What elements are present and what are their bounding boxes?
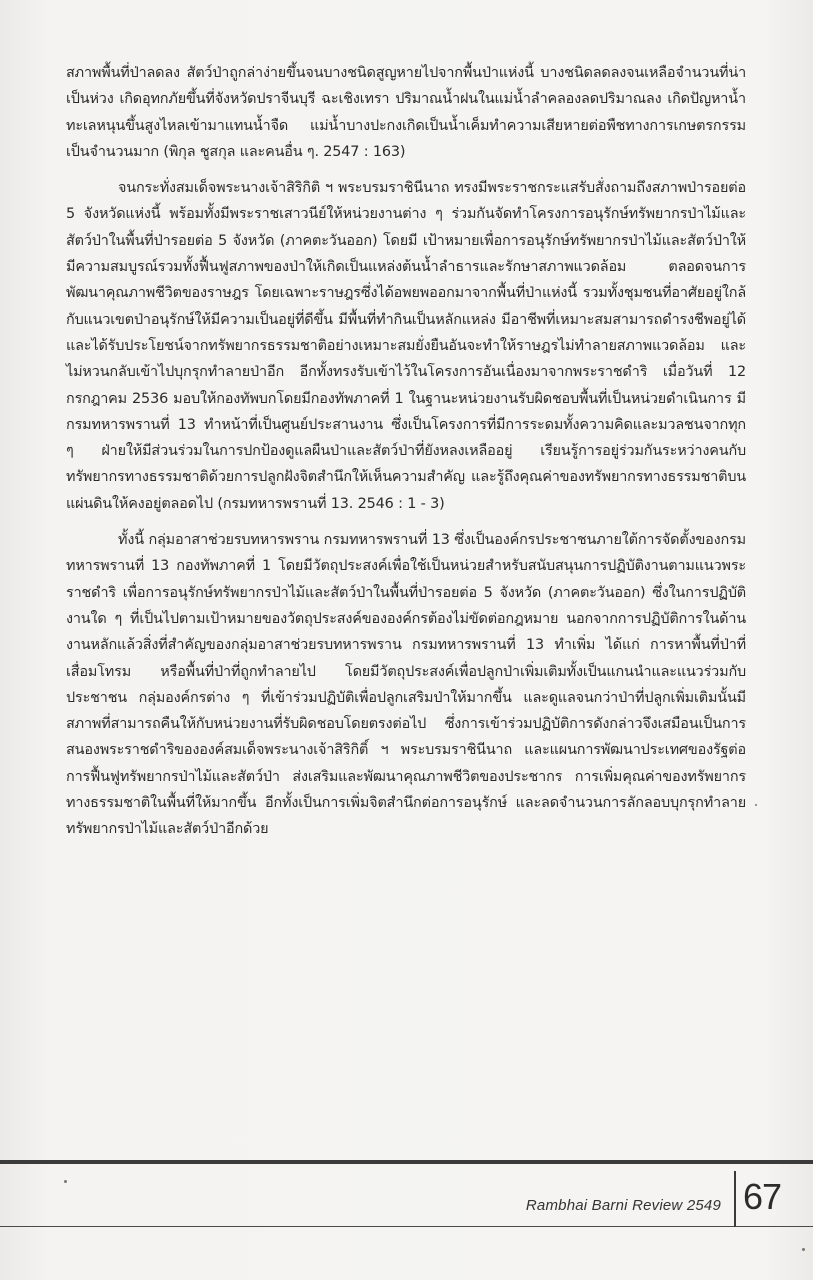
- footer-rule-thick: [0, 1160, 813, 1164]
- page-number: 67: [743, 1176, 782, 1217]
- paragraph-3: ทั้งนี้ กลุ่มอาสาช่วยรบทหารพราน กรมทหารพรานที่ 13 ซึ่งเป็นองค์กรประชาชนภายใต้การจัดตั้งของกรมทหารพรานที่ 13 กองทัพภาคที่ 1 โดยมีวัตถุประสงค์เพื่อใช้เป็นหน่วยสำหรับสนับสนุนการปฏิบัติงานตามแนวพระราชดำริ เพื่อการอนุรักษ์ทรัพยากรป่าไม้และสัตว์ป่าในพื้นที่ป่ารอยต่อ 5 จังหวัด (ภาคตะวันออก) ซึ่งในการปฏิบัติงานใด ๆ ที่เป็นไปตามเป้าหมายของวัตถุประสงค์ขององค์กรต้องไม่ขัดต่อกฎหมาย นอกจากการปฏิบัติการในด้านงานหลักแล้วสิ่งที่สำคัญของกลุ่มอาสาช่วยรบทหารพราน กรมทหารพรานที่ 13 ทำเพิ่ม ได้แก่ การหาพื้นที่ป่าที่เสื่อมโทรม หรือพื้นที่ป่าที่ถูกทำลายไป โดยมีวัตถุประสงค์เพื่อปลูกป่าเพิ่มเติมทั้งเป็นแกนนำและแนวร่วมกับประชาชน กลุ่มองค์กรต่าง ๆ ที่เข้าร่วมปฏิบัติเพื่อปลูกเสริมป่าให้มากขึ้น และดูแลจนกว่าป่าที่ปลูกเพิ่มเติมนั้นมีสภาพที่สามารถคืนให้กับหน่วยงานที่รับผิดชอบโดยตรงต่อไป ซึ่งการเข้าร่วมปฏิบัติการดังกล่าวจึงเสมือนเป็นการสนองพระราชดำริขององค์สมเด็จพระนางเจ้าสิริกิติ์ ฯ พระบรมราชินีนาถ และแผนการพัฒนาประเทศของรัฐต่อการฟื้นฟูทรัพยากรป่าไม้และสัตว์ป่า ส่งเสริมและพัฒนาคุณภาพชีวิตของประชากร การเพิ่มคุณค่าของทรัพยากรทางธรรมชาติในพื้นที่ให้มากขึ้น อีกทั้งเป็นการเพิ่มจิตสำนึกต่อการอนุรักษ์ และลดจำนวนการลักลอบบุกรุกทำลายทรัพยากรป่าไม้และสัตว์ป่าอีกด้วย: [66, 532, 746, 838]
- paragraph-1: สภาพพื้นที่ป่าลดลง สัตว์ป่าถูกล่าง่ายขึ้นจนบางชนิดสูญหายไปจากพื้นป่าแห่งนี้ บางชนิดลดลงจนเหลือจำนวนที่น่าเป็นห่วง เกิดอุทกภัยขึ้นที่จังหวัดปราจีนบุรี ฉะเชิงเทรา ปริมาณน้ำฝนในแม่น้ำลำคลองลดปริมาณลง เกิดปัญหาน้ำทะเลหนุนขึ้นสูงไหลเข้ามาแทนน้ำจืด แม่น้ำบางปะกงเกิดเป็นน้ำเค็มทำความเสียหายต่อพืชทางการเกษตรกรรมเป็นจำนวนมาก (พิกุล ชูสกุล และคนอื่น ๆ. 2547 : 163): [66, 65, 746, 160]
- paper-speck: [802, 1248, 805, 1251]
- body-text: [66, 60, 746, 843]
- journal-name: Rambhai Barni Review 2549: [525, 1197, 721, 1214]
- page-number-separator: [734, 1171, 736, 1227]
- footer-rule-thin: [0, 1226, 813, 1227]
- paper-speck: [64, 1180, 67, 1183]
- paper-speck: [755, 804, 757, 806]
- paragraph-2: จนกระทั่งสมเด็จพระนางเจ้าสิริกิติ ฯ พระบรมราชินีนาถ ทรงมีพระราชกระแสรับสั่งถามถึงสภาพป่ารอยต่อ 5 จังหวัดแห่งนี้ พร้อมทั้งมีพระราชเสาวนีย์ให้หน่วยงานต่าง ๆ ร่วมกันจัดทำโครงการอนุรักษ์ทรัพยากรป่าไม้และสัตว์ป่าในพื้นที่ป่ารอยต่อ 5 จังหวัด (ภาคตะวันออก) โดยมี เป้าหมายเพื่อการอนุรักษ์ทรัพยากรป่าไม้และสัตว์ป่าให้มีความสมบูรณ์รวมทั้งฟื้นฟูสภาพของป่าให้เกิดเป็นแหล่งต้นน้ำลำธารและรักษาสภาพแวดล้อม ตลอดจนการพัฒนาคุณภาพชีวิตของราษฎร โดยเฉพาะราษฎรซึ่งได้อพยพออกมาจากพื้นที่ป่าแห่งนี้ รวมทั้งชุมชนที่อาศัยอยู่ใกล้กับแนวเขตป่าอนุรักษ์ให้มีความเป็นอยู่ที่ดีขึ้น มีพื้นที่ทำกินเป็นหลักแหล่ง มีอาชีพที่เหมาะสมสามารถดำรงชีพอยู่ได้และได้รับประโยชน์จากทรัพยากรธรรมชาติอย่างเหมาะสมยั่งยืนอันจะทำให้ราษฎรไม่ทำลายสภาพแวดล้อม และไม่หวนกลับเข้าไปบุกรุกทำลายป่าอีก อีกทั้งทรงรับเข้าไว้ในโครงการอันเนื่องมาจากพระราชดำริ เมื่อวันที่ 12 กรกฎาคม 2536 มอบให้กองทัพบกโดยมีกองทัพภาคที่ 1 ในฐานะหน่วยงานรับผิดชอบพื้นที่เป็นหน่วยดำเนินการ มีกรมทหารพรานที่ 13 ทำหน้าที่เป็นศูนย์ประสานงาน ซึ่งเป็นโครงการที่มีการระดมทั้งความคิดและมวลชนจากทุก ๆ ฝ่ายให้มีส่วนร่วมในการปกป้องดูแลผืนป่าและสัตว์ป่าที่ยังหลงเหลืออยู่ เรียนรู้การอยู่ร่วมกันระหว่างคนกับทรัพยากรทางธรรมชาติด้วยการปลูกฝังจิตสำนึกให้เห็นความสำคัญ และรู้ถึงคุณค่าของทรัพยากรทางธรรมชาติบนแผ่นดินให้คงอยู่ตลอดไป (กรมทหารพรานที่ 13. 2546 : 1 - 3): [66, 180, 746, 512]
